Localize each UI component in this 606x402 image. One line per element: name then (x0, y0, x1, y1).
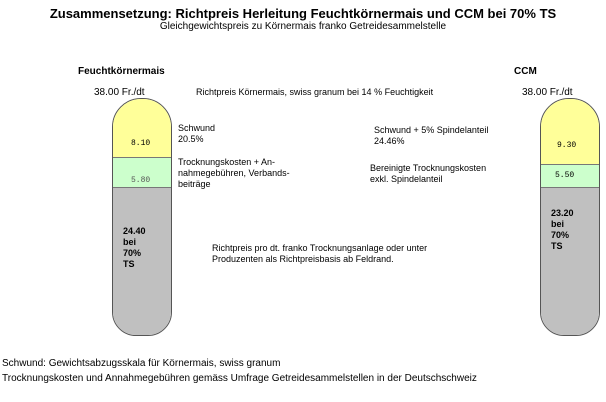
footer-line-1: Schwund: Gewichtsabzugsskala für Körnermais, swiss granum (2, 358, 281, 369)
richtpreis-label: Richtpreis Körnermais, swiss granum bei 14 % Feuchtigkeit (196, 87, 434, 97)
right-tube (540, 98, 600, 336)
left-schwund-segment (113, 99, 171, 158)
diagram-subtitle: Gleichgewichtspreis zu Körnermais franko Getreidesammelstelle (159, 21, 447, 32)
right-trocknung-segment (541, 165, 599, 188)
left-result-segment (113, 188, 171, 335)
schwund-left-label: Schwund 20.5% (178, 123, 216, 144)
right-schwund-value: 9.30 (557, 141, 577, 150)
left-schwund-value: 8.10 (131, 139, 151, 148)
right-trocknung-value: 5.50 (555, 171, 575, 180)
right-schwund-segment (541, 99, 599, 165)
left-price: 38.00 Fr./dt (94, 87, 145, 98)
right-result-label: 23.20 bei 70% TS (551, 208, 574, 251)
left-result-label: 24.40 bei 70% TS (123, 226, 146, 269)
left-trocknung-value: 5.80 (131, 176, 151, 185)
left-tube (112, 98, 172, 336)
diagram-title: Zusammensetzung: Richtpreis Herleitung Feuchtkörnermais und CCM bei 70% TS (49, 6, 557, 21)
left-trocknung-segment (113, 158, 171, 188)
right-result-segment (541, 188, 599, 335)
right-heading: CCM (514, 66, 537, 77)
left-heading: Feuchtkörnermais (78, 66, 165, 77)
trocknung-right-label: Bereinigte Trocknungskosten exkl. Spindelanteil (370, 163, 487, 184)
richtpreis-feld-label: Richtpreis pro dt. franko Trocknungsanlage oder unter Produzenten als Richtpreisbasis ab Feldrand. (212, 243, 428, 264)
right-price: 38.00 Fr./dt (522, 87, 573, 98)
schwund-right-label: Schwund + 5% Spindelanteil 24.46% (374, 125, 489, 146)
trocknung-left-label: Trocknungskosten + An- nahmegebühren, Verbands- beiträge (178, 157, 290, 189)
footer-line-2: Trocknungskosten und Annahmegebühren gemäss Umfrage Getreidesammelstellen in der Deutschschweiz (2, 373, 477, 384)
